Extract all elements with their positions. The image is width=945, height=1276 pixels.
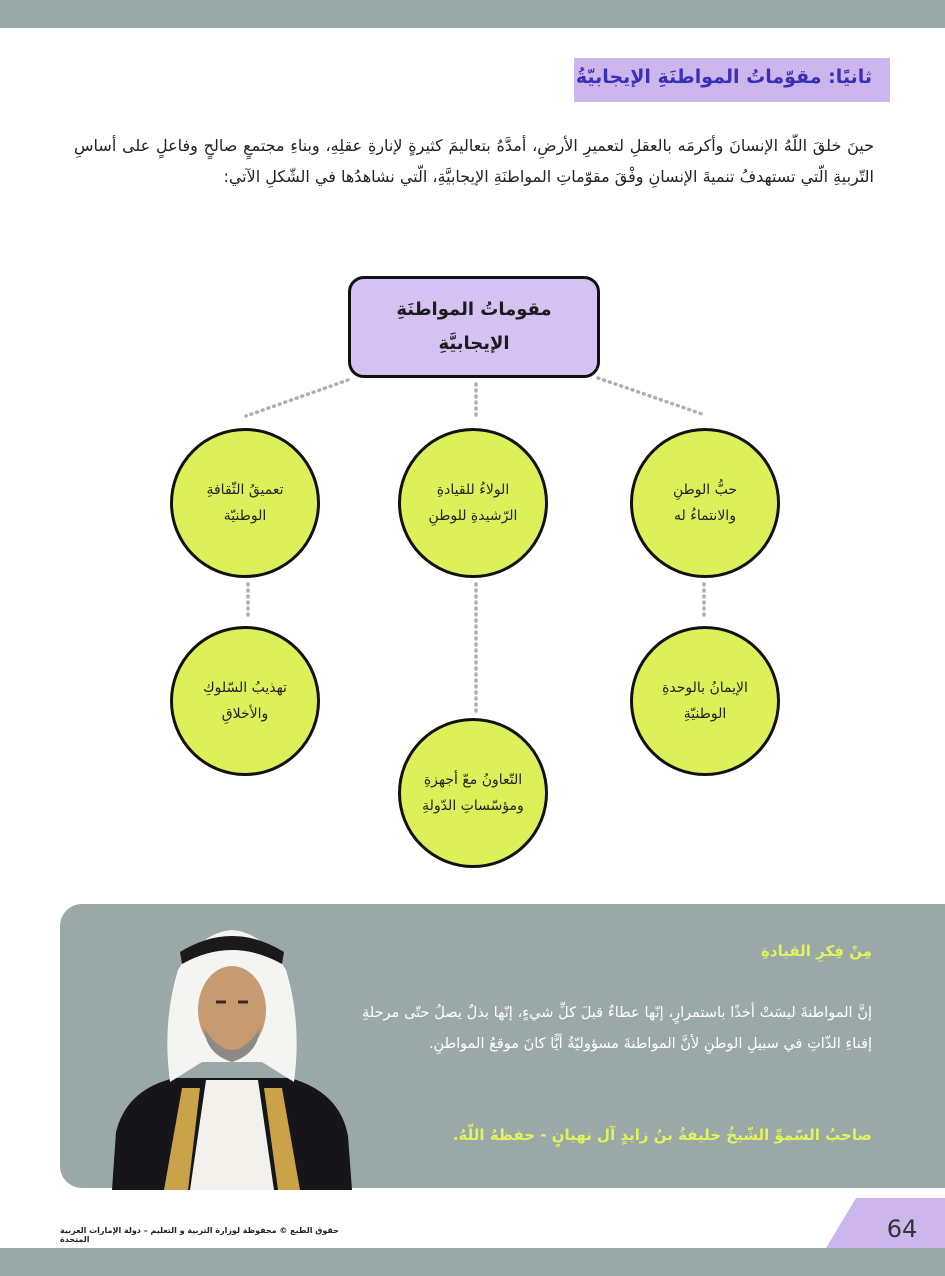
node-label: تعميقُ الثّقافةِ الوطنيّة	[206, 482, 284, 524]
quote-text: إنَّ المواطنةَ ليسَتْ أخذًا باستمرارٍ، إنّها عطاءٌ قبلَ كلِّ شيءٍ، إنّها بذلٌ يصلُ حتّى مرحلةِ إفناءِ الذّاتِ في سبيلِ الوطنِ لأنَّ المواطنةَ مسؤوليّةُ أيًّا كانَ موقعُ المواطنِ.	[362, 1005, 872, 1052]
node-label: تهذيبُ السّلوكِ والأخلاقِ	[203, 680, 287, 722]
node-label: الإيمانُ بالوحدةِ الوطنيّةِ	[662, 680, 748, 722]
quote-source: صاحبُ السّموِّ الشّيخُ خليفةُ بنُ زايدٍ آل نهيانٍ - حفظهُ اللّهُ.	[452, 1126, 872, 1144]
node-label: الولاءُ للقيادةِ الرّشيدةِ للوطنِ	[428, 482, 518, 524]
node-label: حبُّ الوطنِ والانتماءُ له	[672, 482, 738, 524]
node-ethics	[170, 626, 320, 776]
leader-portrait	[112, 912, 352, 1190]
node-culture	[170, 428, 320, 578]
section-heading: ثانيًا: مقوّماتُ المواطنَةِ الإيجابيّةُ	[574, 58, 890, 102]
node-label: التّعاونُ معّ أجهزةِ ومؤسّساتِ الدّولةِ	[422, 772, 524, 814]
page-number: 64	[886, 1215, 918, 1243]
bottom-bar	[0, 1248, 945, 1276]
node-loyalty	[398, 428, 548, 578]
top-bar	[0, 0, 945, 28]
node-love-homeland	[630, 428, 780, 578]
copyright-notice: حقوق الطبع © محفوظة لوزارة التربية و التعليم – دولة الإمارات العربية المتحدة	[60, 1226, 339, 1244]
diagram-root-box	[348, 276, 600, 378]
node-unity	[630, 626, 780, 776]
diagram-root-label: مقوماتُ المواطنَةِ الإيجابيَّةِ	[396, 299, 552, 354]
quote-heading: مِنْ فِكرِ القيادةِ	[761, 942, 872, 960]
node-cooperation	[398, 718, 548, 868]
intro-paragraph: حينَ خلقَ اللّهُ الإنسانَ وأكرمَه بالعقلِ لتعميرِ الأرضِ، أمدَّهُ بتعاليمَ كثيرةٍ لإنارةِ عقلِهِ، وبناءِ مجتمعٍ صالحٍ وفاعلٍ على أساسِ التّربيةِ الّتي تستهدفُ تنميةَ الإنسانِ وفْقَ مقوّماتِ المواطنَةِ الإيجابيَّةِ، الّتي نشاهدُها في الشّكلِ الآتي:	[74, 136, 874, 186]
